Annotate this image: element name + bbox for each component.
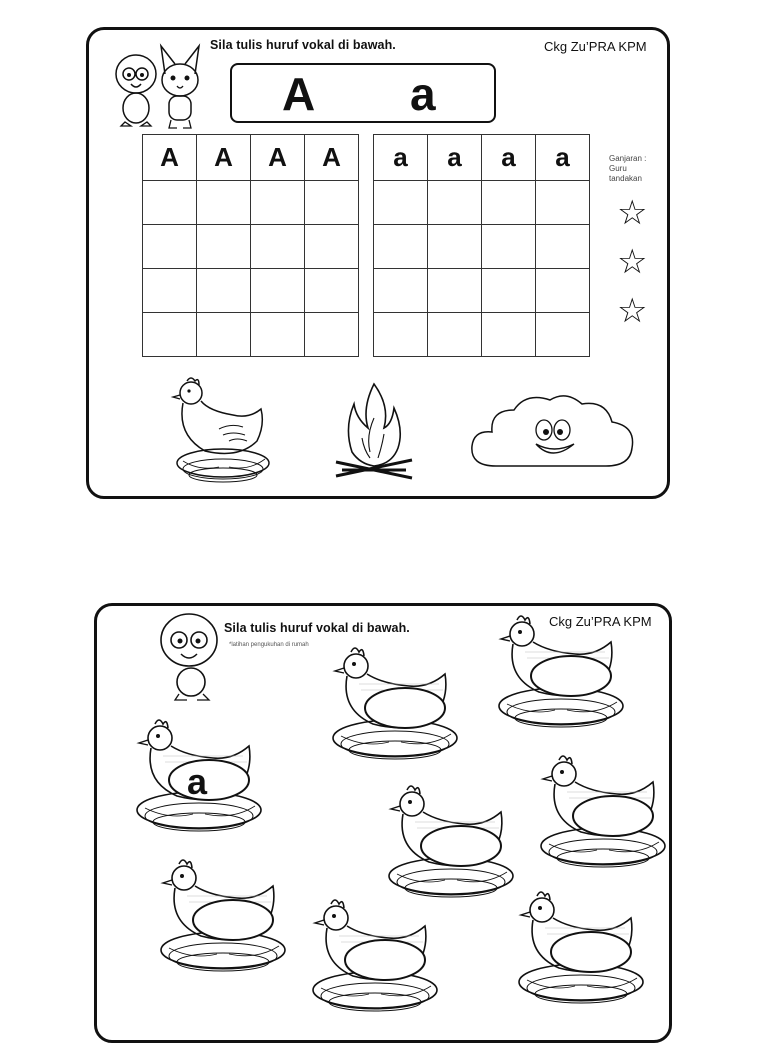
grid-cell-letter: a bbox=[482, 135, 536, 181]
writing-cell[interactable] bbox=[143, 225, 197, 269]
worksheet-1 bbox=[86, 27, 670, 499]
writing-cell[interactable] bbox=[305, 225, 359, 269]
instruction-text: Sila tulis huruf vokal di bawah. bbox=[210, 38, 396, 52]
grid-cell-letter: A bbox=[143, 135, 197, 181]
writing-cell[interactable] bbox=[143, 269, 197, 313]
writing-cell[interactable] bbox=[374, 225, 428, 269]
hen-letter: a bbox=[187, 761, 208, 802]
hen-on-nest-icon bbox=[537, 752, 669, 870]
writing-cell[interactable] bbox=[482, 313, 536, 357]
writing-cell[interactable] bbox=[143, 181, 197, 225]
hen-on-nest-icon bbox=[157, 856, 289, 974]
hen-on-nest-icon bbox=[515, 888, 647, 1006]
uppercase-writing-grid bbox=[142, 134, 359, 357]
smiling-cloud-icon bbox=[466, 390, 638, 480]
reward-label: Ganjaran : Guru tandakan bbox=[609, 154, 647, 183]
big-lowercase-letter: a bbox=[410, 68, 436, 120]
writing-cell[interactable] bbox=[536, 313, 590, 357]
writing-cell[interactable] bbox=[305, 269, 359, 313]
writing-cell[interactable] bbox=[305, 181, 359, 225]
worksheet-2 bbox=[94, 603, 672, 1043]
writing-cell[interactable] bbox=[197, 269, 251, 313]
star-icon[interactable]: ☆ bbox=[617, 292, 648, 330]
star-icon[interactable]: ☆ bbox=[617, 243, 648, 281]
grid-cell-letter: A bbox=[305, 135, 359, 181]
writing-cell[interactable] bbox=[428, 181, 482, 225]
writing-cell[interactable] bbox=[197, 225, 251, 269]
lowercase-writing-grid bbox=[373, 134, 590, 357]
writing-cell[interactable] bbox=[197, 313, 251, 357]
writing-cell[interactable] bbox=[482, 269, 536, 313]
hen-on-nest-icon bbox=[169, 375, 273, 487]
credit-text: Ckg Zu’PRA KPM bbox=[544, 39, 647, 54]
hen-on-nest-icon bbox=[309, 896, 441, 1014]
writing-cell[interactable] bbox=[251, 225, 305, 269]
penguin-icon bbox=[157, 612, 221, 704]
writing-cell[interactable] bbox=[482, 181, 536, 225]
grid-cell-letter: a bbox=[374, 135, 428, 181]
hen-on-nest-icon bbox=[385, 782, 517, 900]
writing-cell[interactable] bbox=[428, 269, 482, 313]
writing-cell[interactable] bbox=[251, 313, 305, 357]
writing-cell[interactable] bbox=[305, 313, 359, 357]
instruction-text: Sila tulis huruf vokal di bawah. bbox=[224, 621, 410, 635]
writing-cell[interactable] bbox=[536, 181, 590, 225]
star-icon[interactable]: ☆ bbox=[617, 194, 648, 232]
grid-cell-letter: a bbox=[536, 135, 590, 181]
hen-on-nest-icon bbox=[495, 612, 627, 730]
homework-note: *latihan pengukuhan di rumah bbox=[229, 642, 309, 648]
writing-cell[interactable] bbox=[251, 269, 305, 313]
big-letter-box bbox=[230, 63, 496, 123]
writing-cell[interactable] bbox=[374, 181, 428, 225]
writing-cell[interactable] bbox=[536, 269, 590, 313]
grid-cell-letter: A bbox=[197, 135, 251, 181]
penguin-icon bbox=[111, 50, 161, 130]
writing-cell[interactable] bbox=[143, 313, 197, 357]
writing-cell[interactable] bbox=[374, 313, 428, 357]
campfire-icon bbox=[332, 378, 416, 486]
big-uppercase-letter: A bbox=[282, 68, 316, 120]
writing-cell[interactable] bbox=[428, 225, 482, 269]
credit-text: Ckg Zu’PRA KPM bbox=[549, 614, 652, 629]
grid-cell-letter: A bbox=[251, 135, 305, 181]
writing-cell[interactable] bbox=[197, 181, 251, 225]
writing-cell[interactable] bbox=[251, 181, 305, 225]
writing-cell[interactable] bbox=[482, 225, 536, 269]
writing-cell[interactable] bbox=[374, 269, 428, 313]
fox-icon bbox=[155, 44, 205, 130]
writing-cell[interactable] bbox=[428, 313, 482, 357]
hen-on-nest-icon bbox=[329, 644, 461, 762]
grid-cell-letter: a bbox=[428, 135, 482, 181]
writing-cell[interactable] bbox=[536, 225, 590, 269]
